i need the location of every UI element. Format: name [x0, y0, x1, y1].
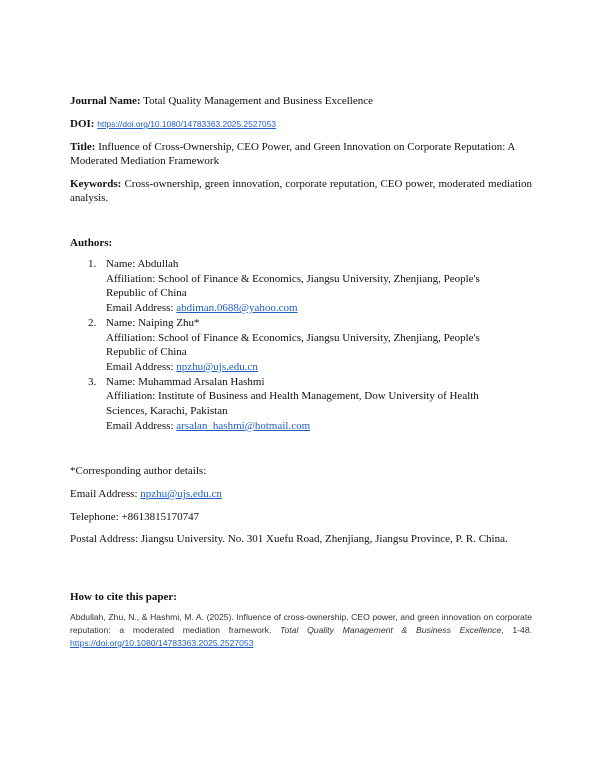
journal-label: Journal Name:: [70, 95, 141, 107]
author-email-line: [106, 419, 520, 434]
author-item: [70, 375, 520, 434]
journal-name: Total Quality Management and Business Excellence: [143, 95, 373, 107]
title-line: [70, 140, 532, 168]
doi-label: DOI:: [70, 118, 95, 130]
author-affiliation: Affiliation: School of Finance & Economics, Jiangsu University, Zhenjiang, People's Republic of China: [106, 331, 480, 359]
citation-doi-link[interactable]: https://doi.org/10.1080/14783363.2025.2527053: [70, 638, 254, 648]
citation-journal: Total Quality Management & Business Excellence: [280, 625, 502, 635]
title-label: Title:: [70, 141, 96, 153]
email-label: Email Address:: [106, 302, 177, 315]
author-email-link[interactable]: arsalan_hashmi@hotmail.com: [176, 419, 311, 432]
email-label: Email Address:: [106, 360, 177, 373]
author-name: Name: Muhammad Arsalan Hashmi: [106, 375, 265, 388]
doi-link[interactable]: https://doi.org/10.1080/14783363.2025.2527053: [97, 119, 277, 129]
author-affiliation: Affiliation: Institute of Business and Health Management, Dow University of Health Sciences, Karachi, Pakistan: [106, 390, 479, 418]
corresponding-email-line: [70, 487, 532, 501]
email-label: Email Address:: [106, 419, 177, 432]
keywords-label: Keywords:: [70, 178, 122, 190]
citation-text: [70, 611, 532, 650]
author-name: Name: Abdullah: [106, 258, 179, 270]
cite-heading: How to cite this paper:: [70, 591, 177, 603]
keywords-line: [70, 177, 532, 205]
journal-line: [70, 94, 532, 108]
author-email-line: [106, 360, 520, 375]
author-item: [70, 257, 520, 316]
citation-part-1: Abdullah, Zhu, N., & Hashmi, M. A. (2025). Influence of cross-ownership, CEO power, and green innovation on corporate reputation: a moderated mediation framework.: [70, 612, 532, 635]
corresponding-email-link[interactable]: npzhu@ujs.edu.cn: [140, 488, 222, 500]
paper-title: Influence of Cross-Ownership, CEO Power, and Green Innovation on Corporate Reputation: A Moderated Mediation Framework: [70, 141, 515, 167]
postal-address: Postal Address: Jiangsu University. No. 301 Xuefu Road, Zhenjiang, Jiangsu Province, P. R. China.: [70, 533, 508, 545]
authors-list: [70, 257, 520, 433]
corresponding-heading: *Corresponding author details:: [70, 465, 207, 477]
telephone-line: Telephone: +8613815170747: [70, 511, 200, 523]
author-email-link[interactable]: npzhu@ujs.edu.cn: [176, 360, 258, 373]
author-email-line: [106, 301, 520, 316]
author-email-link[interactable]: abdiman.0688@yahoo.com: [176, 302, 298, 315]
keywords-text: Cross-ownership, green innovation, corporate reputation, CEO power, moderated mediation analysis.: [70, 178, 532, 204]
author-name: Name: Naiping Zhu*: [106, 316, 200, 329]
citation-part-2: , 1-48.: [501, 625, 532, 635]
doi-line: [70, 117, 532, 131]
author-number: 2.: [88, 316, 97, 329]
author-number: 3.: [88, 375, 97, 388]
author-item: [70, 316, 520, 375]
author-affiliation: Affiliation: School of Finance & Economics, Jiangsu University, Zhenjiang, People's Republic of China: [106, 272, 480, 300]
authors-heading: Authors:: [70, 237, 113, 249]
email-label: Email Address:: [70, 488, 141, 500]
author-number: 1.: [88, 258, 97, 270]
